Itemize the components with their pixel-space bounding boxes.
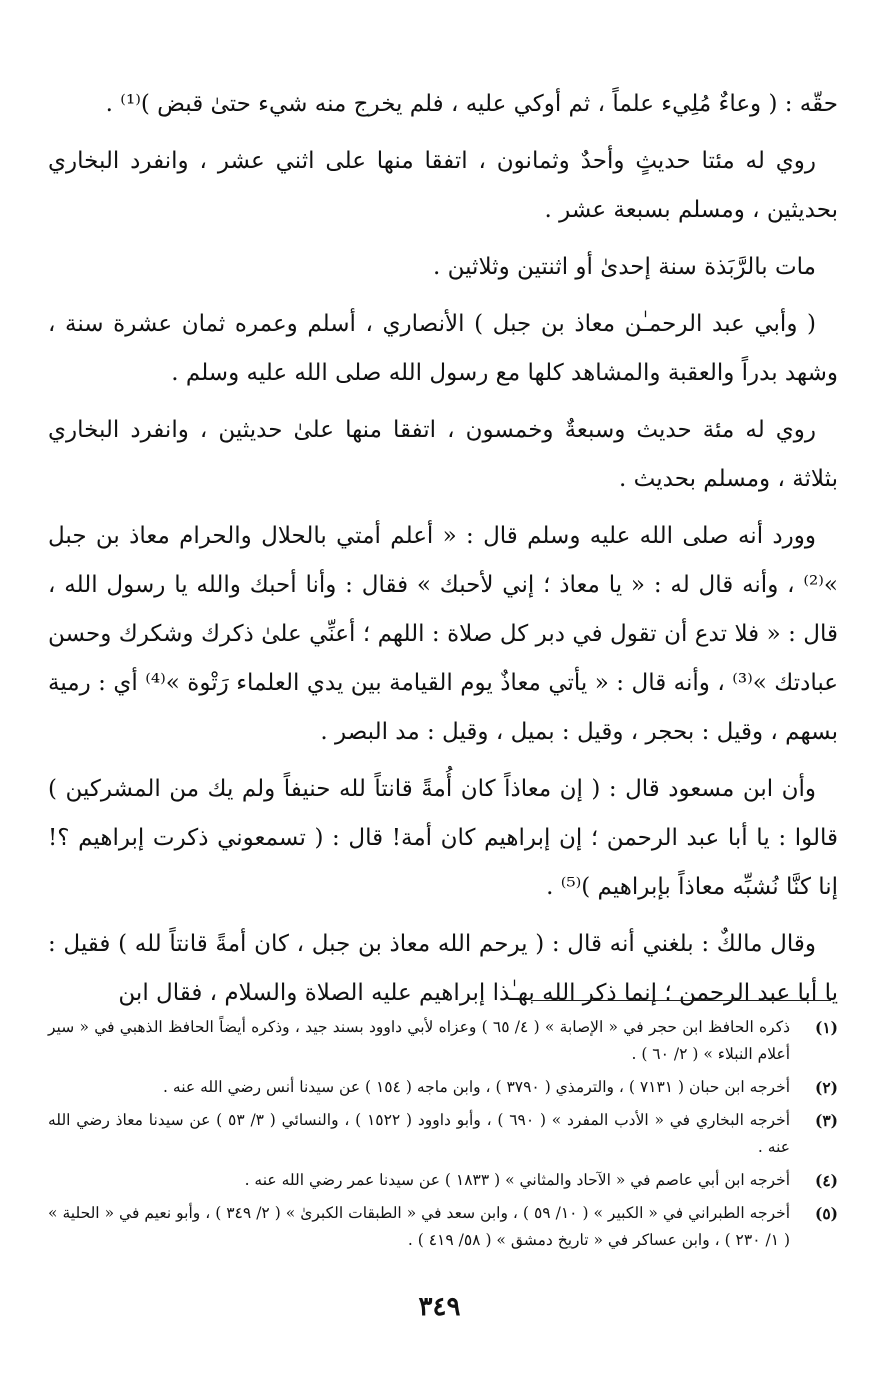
paragraph: روي له مئتا حديثٍ وأحدٌ وثمانون ، اتفقا منها على اثني عشر ، وانفرد البخاري بحديثين ، ومسلم بسبعة عشر . — [48, 148, 838, 223]
main-text — [48, 80, 838, 1026]
footnote-number: (٥) — [814, 1204, 838, 1223]
footnotes — [48, 1014, 838, 1260]
footnote-number: (١) — [814, 1018, 838, 1037]
footnote — [48, 1014, 838, 1068]
paragraph: وقال مالكٌ : بلغني أنه قال : ( يرحم الله معاذ بن جبل ، كان أمةً قانتاً لله ) فقيل : يا أبا عبد الرحمن ؛ إنما ذكر الله بهـٰذا إبراهيم عليه الصلاة والسلام ، فقال ابن — [48, 931, 838, 1006]
footnote-text: أخرجه البخاري في « الأدب المفرد » ( ٦٩٠ ) ، وأبو داوود ( ١٥٢٢ ) ، والنسائي ( ٣/ ٥٣ ) عن سيدنا معاذ رضي الله عنه . — [48, 1111, 790, 1156]
paragraph: وأن ابن مسعود قال : ( إن معاذاً كان أُمةً قانتاً لله حنيفاً ولم يك من المشركين ) قالوا : يا أبا عبد الرحمن ؛ إن إبراهيم كان أمة! قال : ( تسمعوني ذكرت إبراهيم ؟! إنا كنَّا نُشبِّه معاذاً بإبراهيم )⁽⁵⁾ . — [48, 776, 838, 900]
footnote-text: أخرجه الطبراني في « الكبير » ( ١٠/ ٥٩ ) ، وابن سعد في « الطبقات الكبرىٰ » ( ٢/ ٣٤٩ ) ، وأبو نعيم في « الحلية » ( ١/ ٢٣٠ ) ، وابن عساكر في « تاريخ دمشق » ( ٥٨/ ٤١٩ ) . — [48, 1204, 791, 1249]
paragraph: روي له مئة حديث وسبعةٌ وخمسون ، اتفقا منها علىٰ حديثين ، وانفرد البخاري بثلاثة ، ومسلم بحديث . — [48, 417, 838, 492]
footnote-text: ذكره الحافظ ابن حجر في « الإصابة » ( ٤/ ٦٥ ) وعزاه لأبي داوود بسند جيد ، وذكره أيضاً الحافظ الذهبي في « سير أعلام النبلاء » ( ٢/ ٦٠ ) . — [48, 1018, 791, 1063]
paragraph: وورد أنه صلى الله عليه وسلم قال : « أعلم أمتي بالحلال والحرام معاذ بن جبل »⁽²⁾ ، وأنه قال له : « يا معاذ ؛ إني لأحبك » فقال : وأنا أحبك والله يا رسول الله ، قال : « فلا تدع أن تقول في دبر كل صلاة : اللهم ؛ أعنِّي علىٰ ذكرك وشكرك وحسن عبادتك »⁽³⁾ ، وأنه قال : « يأتي معاذٌ يوم القيامة بين يدي العلماء رَتْوة »⁽⁴⁾ أي : رمية بسهم ، وقيل : بحجر ، وقيل : بميل ، وقيل : مد البصر . — [48, 523, 839, 745]
footnote — [48, 1167, 838, 1194]
paragraph: مات بالرَّبَذة سنة إحدىٰ أو اثنتين وثلاثين . — [432, 254, 816, 280]
footnote-text: أخرجه ابن حبان ( ٧١٣١ ) ، والترمذي ( ٣٧٩٠ ) ، وابن ماجه ( ١٥٤ ) عن سيدنا أنس رضي الله عنه . — [163, 1078, 790, 1096]
footnote-text: أخرجه ابن أبي عاصم في « الآحاد والمثاني » ( ١٨٣٣ ) عن سيدنا عمر رضي الله عنه . — [244, 1171, 790, 1189]
footnote-number: (٢) — [814, 1078, 838, 1097]
page-number: ٣٤٩ — [418, 1292, 461, 1322]
paragraph: حقّه : ( وعاءٌ مُلِيء علماً ، ثم أوكي عليه ، فلم يخرج منه شيء حتىٰ قبض )⁽¹⁾ . — [105, 91, 838, 117]
paragraph: ( وأبي عبد الرحمـٰن معاذ بن جبل ) الأنصاري ، أسلم وعمره ثمان عشرة سنة ، وشهد بدراً والعقبة والمشاهد كلها مع رسول الله صلى الله عليه وسلم . — [48, 311, 838, 386]
footnote — [48, 1107, 838, 1161]
footnote-divider — [531, 1000, 831, 1001]
footnote-number: (٤) — [814, 1171, 838, 1190]
footnote — [48, 1200, 838, 1254]
footnote-number: (٣) — [814, 1111, 838, 1130]
footnote — [48, 1074, 838, 1101]
